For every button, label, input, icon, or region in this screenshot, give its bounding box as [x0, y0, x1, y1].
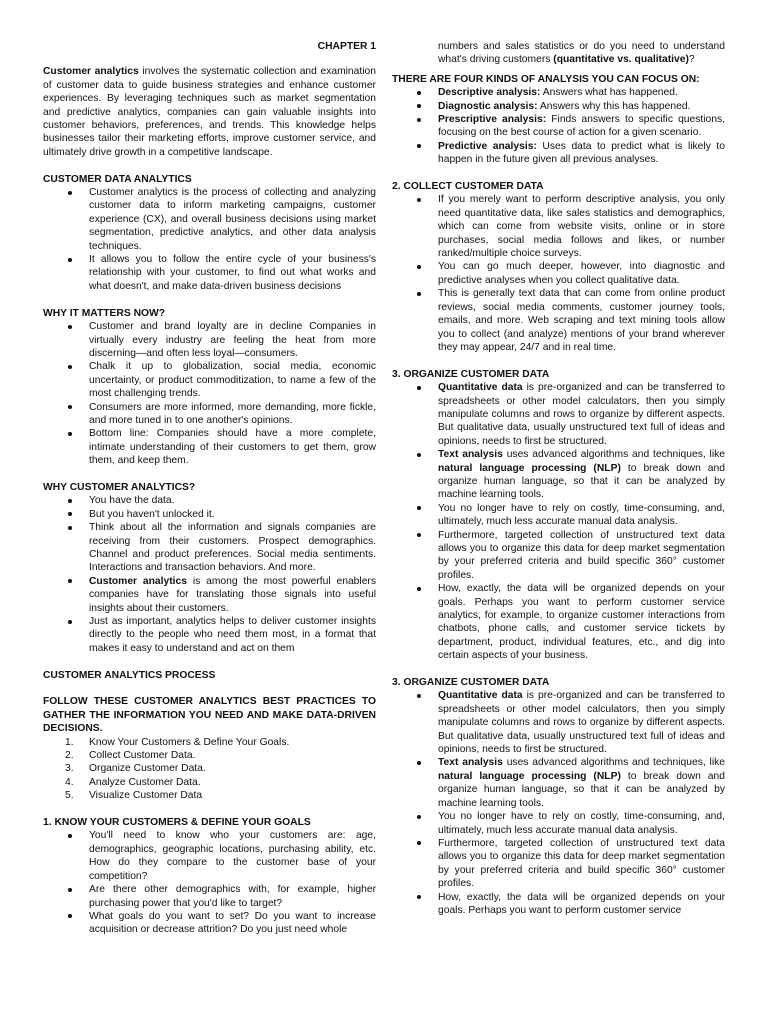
list-item: You can go much deeper, however, into diagnostic and predictive analyses when you collect qualitative data. [392, 260, 725, 287]
list-item [392, 689, 725, 756]
list-item: Consumers are more informed, more demanding, more fickle, and more tuned in to one another's opinions. [43, 401, 376, 428]
list-item-text: is pre-organized and can be transferred to spreadsheets or other model calculators, then you simply manipulate columns and rows to organize by different aspects. But qualitative data, usually unstructured text full of ideas and opinions, needs to first be structured. [438, 382, 725, 447]
bold-term: Descriptive analysis: [438, 87, 541, 99]
section-list-organize-data [392, 381, 725, 663]
step-item [43, 776, 376, 789]
step-item [43, 762, 376, 775]
continued-end: ? [688, 54, 695, 66]
step-number: 1. [65, 736, 74, 748]
list-item: Customer analytics is the process of collecting and analyzing customer data to inform marketing campaigns, customer experience (CX), and overall business decisions using market segmentation, predictive analytics, and other data analysis techniques. [43, 186, 376, 253]
bold-term: Quantitative data [438, 690, 523, 702]
list-item [43, 575, 376, 615]
list-item-text: is pre-organized and can be transferred to spreadsheets or other model calculators, then you simply manipulate columns and rows to organize by different aspects. But qualitative data, usually unstructured text full of ideas and opinions, needs to first be structured. [438, 690, 725, 756]
step-item [43, 736, 376, 749]
list-item: Are there other demographics with, for example, higher purchasing power that you'd like to target? [43, 883, 376, 910]
step-number: 2. [65, 750, 74, 762]
list-item: If you merely want to perform descriptive analysis, you only need quantitative data, like sales statistics and demographics, which can come from website visits, online or in store purchases, social media follows and likes, or number ranked/multiple choice surveys. [392, 193, 725, 260]
section-list-why-it-matters [43, 320, 376, 467]
section-heading-why-it-matters: WHY IT MATTERS NOW? [43, 307, 166, 319]
section-heading-best-practices: FOLLOW THESE CUSTOMER ANALYTICS BEST PRACTICES TO GATHER THE INFORMATION YOU NEED AND MAKE DATA-DRIVEN DECISIONS. [43, 696, 376, 735]
intro-text: involves the systematic collection and examination of customer data to guide business strategies and enhance customer experiences. By leveraging techniques such as market segmentation and predictive analytics, companies can gain valuable insights into customer behaviors, preferences, and trends. This knowledge helps businesses tailor their marketing efforts, improve customer service, and ultimately drive growth in a competitive landscape. [43, 66, 376, 158]
bold-term: natural language processing (NLP) [438, 462, 621, 474]
list-item: Furthermore, targeted collection of unstructured text data allows you to organize this data for deep market segmentation by your preferred criteria and build specific 360° customer profiles. [392, 529, 725, 583]
section-list-customer-data-analytics [43, 186, 376, 293]
list-item: Think about all the information and signals companies are receiving from their customers. Prospect demographics. Channel and product preferences. Social media sentiments. Interactions and transaction behaviors. And more. [43, 521, 376, 575]
list-item-text: Answers what has happened. [540, 87, 678, 99]
section-heading-collect-data: 2. COLLECT CUSTOMER DATA [392, 181, 544, 193]
intro-bold-term: Customer analytics [43, 66, 139, 78]
list-item: But you haven't unlocked it. [43, 508, 376, 521]
step-number: 4. [65, 776, 74, 788]
list-item-text: uses advanced algorithms and techniques, like [502, 449, 725, 461]
list-item: It allows you to follow the entire cycle of your business's relationship with your customer, to find out what works and what doesn't, and make data-driven business decisions [43, 253, 376, 293]
list-item: Chalk it up to globalization, social media, economic uncertainty, or product commoditization, to name a few of the most challenging trends. [43, 360, 376, 400]
list-item-text: to break down and organize human language, so that it can be analyzed by machine learning tools. [438, 770, 725, 809]
continued-paragraph [392, 40, 725, 67]
steps-list [43, 736, 376, 803]
section-heading-know-your-customers: 1. KNOW YOUR CUSTOMERS & DEFINE YOUR GOALS [43, 817, 311, 829]
list-item-text: is among the most powerful enablers companies have for translating those signals into useful insights about their customers. [89, 575, 376, 614]
step-item [43, 749, 376, 762]
bold-term: Predictive analysis: [438, 140, 537, 152]
step-text: Visualize Customer Data [89, 790, 203, 802]
list-item: This is generally text data that can come from online product reviews, social media comments, customer journey tools, emails, and more. Web scraping and text mining tools allow you to collect (and analyze) mentions of your brand wherever they may appear, 24/7 and in real time. [392, 287, 725, 354]
right-column [392, 40, 725, 917]
list-item [392, 86, 725, 99]
section-heading-organize-data: 3. ORGANIZE CUSTOMER DATA [392, 368, 550, 380]
left-column [43, 40, 376, 937]
section-list-four-kinds [392, 86, 725, 166]
bold-term: (quantitative vs. qualitative) [553, 54, 689, 66]
list-item [392, 756, 725, 810]
bold-term: Customer analytics [89, 575, 187, 587]
list-item: Just as important, analytics helps to deliver customer insights directly to the people who need them most, in a format that makes it easy to understand and act on them [43, 615, 376, 655]
intro-paragraph [43, 65, 376, 159]
section-heading-organize-data-repeat: 3. ORGANIZE CUSTOMER DATA [392, 677, 550, 689]
section-heading-why-customer-analytics: WHY CUSTOMER ANALYTICS? [43, 481, 196, 493]
list-item: Bottom line: Companies should have a more complete, intimate understanding of their customers to get them, grow them, and keep them. [43, 427, 376, 467]
list-item-text: Finds answers to specific questions, focusing on the best course of action for a given scenario. [438, 114, 726, 139]
bold-term: Text analysis [438, 449, 503, 461]
list-item: You no longer have to rely on costly, time-consuming, and, ultimately, much less accurate manual data analysis. [392, 502, 725, 529]
section-list-collect-data [392, 193, 725, 354]
bold-term: Text analysis [438, 757, 503, 769]
bold-term: Quantitative data [438, 382, 523, 394]
bold-term: Prescriptive analysis: [438, 114, 547, 126]
list-item: Furthermore, targeted collection of unstructured text data allows you to organize this data for deep market segmentation by your preferred criteria and build specific 360° customer profiles. [392, 837, 725, 891]
list-item: How, exactly, the data will be organized depends on your goals. Perhaps you want to perform customer service [392, 891, 725, 918]
section-heading-customer-data-analytics: CUSTOMER DATA ANALYTICS [43, 173, 192, 185]
list-item [392, 381, 725, 448]
list-item: You have the data. [43, 494, 376, 507]
step-number: 5. [65, 790, 74, 802]
bold-term: Diagnostic analysis: [438, 100, 538, 112]
step-text: Know Your Customers & Define Your Goals. [89, 736, 290, 748]
section-list-why-customer-analytics [43, 494, 376, 655]
list-item-text: Answers why this has happened. [537, 100, 691, 112]
step-item [43, 789, 376, 802]
list-item [392, 100, 725, 113]
chapter-label: CHAPTER 1 [317, 41, 376, 52]
list-item: You'll need to know who your customers are: age, demographics, geographic locations, purchasing ability, etc. How do they compare to the customer base of your competition? [43, 829, 376, 883]
list-item-text: uses advanced algorithms and techniques, like [502, 757, 725, 769]
list-item: What goals do you want to set? Do you want to increase acquisition or decrease attrition? Do you just need whole [43, 910, 376, 937]
list-item [392, 140, 725, 167]
section-heading-four-kinds: THERE ARE FOUR KINDS OF ANALYSIS YOU CAN FOCUS ON: [392, 73, 700, 85]
section-list-know-your-customers [43, 829, 376, 936]
step-text: Analyze Customer Data. [89, 776, 201, 788]
list-item: Customer and brand loyalty are in decline Companies in virtually every industry are feeling the heat from more discerning—and often less loyal—consumers. [43, 320, 376, 360]
list-item-text: to break down and organize human language, so that it can be analyzed by machine learning tools. [438, 462, 725, 501]
list-item [392, 448, 725, 502]
step-number: 3. [65, 763, 74, 775]
step-text: Organize Customer Data. [89, 763, 206, 775]
continued-text: numbers and sales statistics or do you need to understand what's driving customers [438, 41, 725, 66]
list-item: How, exactly, the data will be organized depends on your goals. Perhaps you want to perform customer service analytics, for example, to organize customer interactions from chatbots, phone calls, and customer service tickets by department, product, individual features, etc., and dig into certain aspects of your business. [392, 582, 725, 662]
list-item [392, 113, 725, 140]
section-list-organize-data-repeat [392, 689, 725, 917]
step-text: Collect Customer Data. [89, 750, 196, 762]
bold-term: natural language processing (NLP) [438, 770, 621, 782]
list-item: You no longer have to rely on costly, time-consuming, and, ultimately, much less accurate manual data analysis. [392, 810, 725, 837]
section-heading-analytics-process: CUSTOMER ANALYTICS PROCESS [43, 669, 216, 681]
list-item-text: Uses data to predict what is likely to happen in the future given all previous analyses. [438, 140, 725, 166]
